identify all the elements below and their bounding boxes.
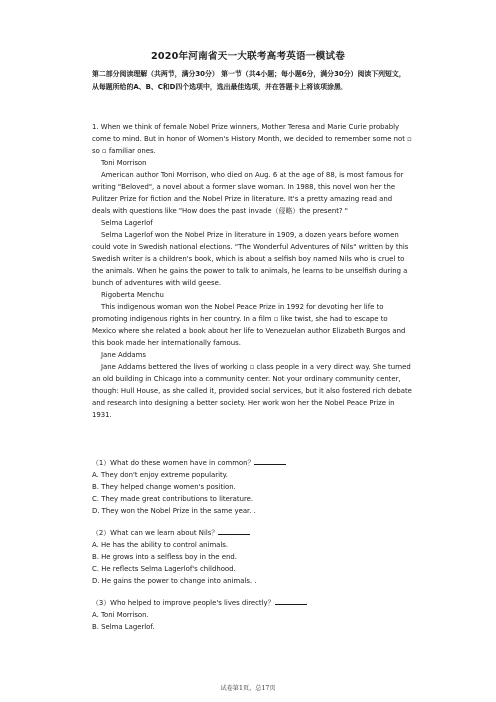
questions bbox=[92, 456, 412, 633]
passage-paragraph: This indigenous woman won the Nobel Peace Prize in 1992 for devoting her life to promoting indigenous rights in her country. In a film ▫ like twist, she had to escape to Mexico where she related a book about her life to Venezuelan author Elizabeth Burgos and this book made her internationally famous. bbox=[92, 303, 406, 347]
section-instructions: 第二部分阅读理解（共两节，满分30分） 第一节（共4小题；每小题6分，满分30分）阅读下列短文，从每题所给的A、B、C和D四个选项中，选出最佳选项，并在答题卡上将该项涂黑． bbox=[92, 70, 406, 91]
question-stem-text: （1）What do these women have in common？ bbox=[92, 459, 255, 467]
option: A. He has the ability to control animals. bbox=[92, 541, 229, 549]
option: A. Toni Morrison. bbox=[92, 611, 149, 619]
option: D. They won the Nobel Prize in the same year. . bbox=[92, 507, 256, 515]
option: C. He reflects Selma Lagerlof's childhood. bbox=[92, 565, 236, 573]
option: B. They helped change women's position. bbox=[92, 483, 236, 491]
option: B. Selma Lagerlof. bbox=[92, 623, 155, 631]
answer-blank bbox=[254, 456, 286, 465]
passage-paragraph: Jane Addams bettered the lives of working ▫ class people in a very direct way. She turned an old building in Chicago into a community center. Not your ordinary community center, though: Hull House, as she called it, provided social services, but it also fostered rich debate and research into designing a better society. Her work won her the Nobel Peace Prize in 1931. bbox=[92, 363, 412, 419]
page-title: 2020年河南省天一大联考高考英语一模试卷 bbox=[151, 51, 345, 62]
option: B. He grows into a selfless boy in the end. bbox=[92, 553, 237, 561]
question-stem bbox=[92, 526, 412, 539]
passage-paragraph: 1. When we think of female Nobel Prize winners, Mother Teresa and Marie Curie probably come to mind. But in honor of Women's History Month, we decided to remember some not ▫ so ▫ familiar ones. bbox=[92, 123, 412, 155]
question-stem bbox=[92, 456, 412, 469]
passage-heading: Rigoberta Menchu bbox=[101, 291, 164, 299]
passage-heading: Jane Addams bbox=[101, 351, 146, 359]
option: D. He gains the power to change into animals. . bbox=[92, 577, 257, 585]
passage-heading: Toni Morrison bbox=[101, 159, 147, 167]
option: A. They don't enjoy extreme popularity. bbox=[92, 471, 228, 479]
option: C. They made great contributions to literature. bbox=[92, 495, 254, 503]
passage-paragraph: American author Toni Morrison, who died on Aug. 6 at the age of 88, is most famous for writing "Beloved", a novel about a former slave woman. In 1988, this novel won her the Pulitzer Prize for fiction and the Nobel Prize in literature. It's a pretty amazing read and deals with questions like "How does the past invade（侵略）the present? " bbox=[92, 171, 404, 215]
question-stem-text: （3）Who helped to improve people's lives directly？ bbox=[92, 599, 275, 607]
passage bbox=[92, 121, 412, 421]
question-stem-text: （2）What can we learn about Nils？ bbox=[92, 529, 219, 537]
answer-blank bbox=[218, 526, 250, 535]
page-footer: 试卷第1页，总17页 bbox=[220, 685, 276, 692]
passage-paragraph: Selma Lagerlof won the Nobel Prize in literature in 1909, a dozen years before women could vote in Swedish national elections. "The Wonderful Adventures of Nils" written by this Swedish writer is a children's book, which is about a selfish boy named Nils who is cruel to the animals. When he gains the power to talk to animals, he learns to be unselfish during a bunch of adventures with wild geese. bbox=[92, 231, 409, 287]
passage-heading: Selma Lagerlof bbox=[101, 219, 153, 227]
question-stem bbox=[92, 596, 412, 609]
answer-blank bbox=[275, 596, 307, 605]
